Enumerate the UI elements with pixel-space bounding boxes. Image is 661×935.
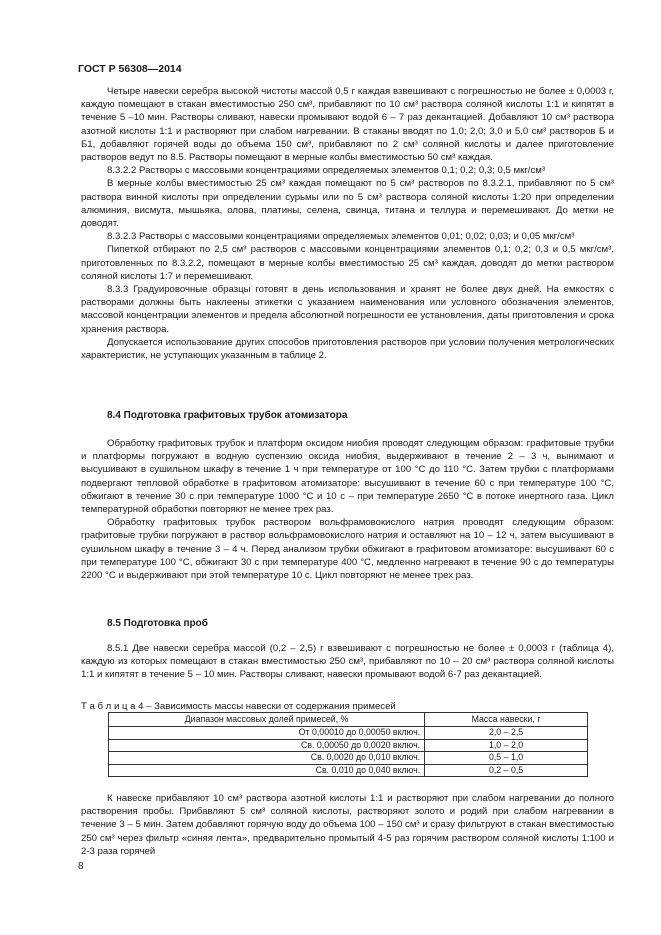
table-row	[109, 739, 588, 752]
paragraph: 8.5.1 Две навески серебра массой (0,2 – 2,5) г взвешивают с погрешностью не более ± 0,0003 г (таблица 4), каждую из которых помещают в стакан вместимостью 250 см³, прибавляют по 10 – 20 см³ раствора соляной кислоты 1:1 и кипятят в течение 5 – 10 мин. Растворы сливают, навески промывают водой 6-7 раз декантацией.	[81, 643, 614, 681]
table-header-row	[109, 713, 588, 727]
paragraph: Обработку графитовых трубок и платформ оксидом ниобия проводят следующим образом: графитовые трубки и платформы погружают в водную суспензию оксида ниобия, выдерживают в течение 2 – 3 ч, вынимают и высушивают в сушильном шкафу в течение 1 ч при температуре от 100 °С до 110 °С. Затем трубки с платформами подвергают тепловой обработке в графитовом атомизаторе: высушивают в течение 60 с при температуре 100 °С, обжигают в течение 30 с при температуре 1000 °С и 10 с – при температуре 2650 °С в потоке инертного газа. Цикл температурной обработки повторяют не менее трех раз.	[81, 438, 614, 516]
table-cell: 0,5 – 1,0	[425, 752, 588, 765]
document-header: ГОСТ Р 56308—2014	[78, 63, 182, 75]
table-cell: 1,0 – 2,0	[425, 739, 588, 752]
table-cell: От 0,00010 до 0,00050 включ.	[109, 727, 425, 740]
table-row	[109, 752, 588, 765]
table-row	[109, 727, 588, 740]
table-header-cell: Диапазон массовых долей примесей, %	[109, 713, 425, 727]
section-851-text	[81, 642, 614, 682]
table-caption: Т а б л и ц а 4 – Зависимость массы навески от содержания примесей	[81, 701, 396, 712]
section-832-text	[81, 85, 614, 362]
section-851-continued	[81, 792, 614, 858]
paragraph: 8.3.2.3 Растворы с массовыми концентрациями определяемых элементов 0,01; 0,02; 0,03; и 0,05 мкг/см³	[107, 231, 575, 243]
paragraph: Четыре навески серебра высокой чистоты массой 0,5 г каждая взвешивают с погрешностью не более ± 0,0003 г, каждую помещают в стакан вместимостью 250 см³, прибавляют по 10 см³ раствора соляной кислоты 1:1 и кипятят в течение 5 –10 мин. Растворы сливают, навески промывают водой 6 – 7 раз декантацией. Добавляют 10 см³ раствора азотной кислоты 1:1 и растворяют при слабом нагревании. В стаканы вводят по 1,0; 2,0; 3,0 и 5,0 см³ растворов Б и Б1, добавляют горячей воды до объема 150 см³, прибавляют по 2 см³ соляной кислоты и далее приготовление растворов ведут по 8.5. Растворы помещают в мерные колбы вместимостью 50 см³ каждая.	[81, 86, 614, 164]
paragraph: К навеске прибавляют 10 см³ раствора азотной кислоты 1:1 и растворяют при слабом нагревании до полного растворения пробы. Прибавляют 5 см³ соляной кислоты, растворяют золото и родий при слабом нагревании в течение 3 – 5 мин. Затем добавляют горячую воду до объема 100 – 150 см³ и сразу фильтруют в стакан вместимостью 250 см³ через фильтр «синяя лента», предварительно промытый 4-5 раз горячим раствором соляной кислоты 1:100 и 2-3 раза горячей	[81, 793, 614, 857]
table-cell: 0,2 – 0,5	[425, 764, 588, 777]
table-4	[108, 712, 588, 777]
table-row	[109, 764, 588, 777]
paragraph: Допускается использование других способов приготовления растворов при условии получения метрологических характеристик, не уступающих указанным в таблице 2.	[81, 336, 614, 362]
heading-8-4: 8.4 Подготовка графитовых трубок атомизатора	[107, 410, 348, 421]
heading-8-5: 8.5 Подготовка проб	[107, 618, 208, 629]
paragraph: Пипеткой отбирают по 2,5 см³ растворов с массовыми концентрациями элементов 0,1; 0,2; 0,3 и 0,5 мкг/см³, приготовленных по 8.3.2.2, помещают в мерные колбы вместимостью 25 см³ каждая, доводят до метки раствором соляной кислоты 1:7 и перемешивают.	[81, 244, 614, 282]
page-number: 8	[78, 861, 84, 872]
table-cell: Св. 0,0020 до 0,010 включ.	[109, 752, 425, 765]
paragraph: В мерные колбы вместимостью 25 см³ каждая помещают по 5 см³ растворов по 8.3.2.1, прибавляют по 5 см³ раствора винной кислоты при определении сурьмы или по 5 см³ раствора соляной кислоты 1:20 при определении алюминия, висмута, мышьяка, олова, платины, селена, свинца, титана и теллура и перемешивают. До метки не доводят.	[81, 178, 614, 230]
paragraph: Обработку графитовых трубок раствором вольфрамовокислого натрия проводят следующим образом: графитовые трубки погружают в раствор вольфрамовокислого натрия и оставляют на 10 – 12 ч, затем высушивают в сушильном шкафу в течение 3 – 4 ч. Перед анализом трубки обжигают в графитовом атомизаторе: высушивают 60 с при температуре 100 °С, обжигают 30 с при температуре 400 °С, медленно нагревают в течение 90 с до температуры 2200 °С и выдерживают при этой температуре 10 с. Цикл повторяют не менее трех раз.	[81, 517, 614, 582]
paragraph: 8.3.2.2 Растворы с массовыми концентрациями определяемых элементов 0,1; 0,2; 0,3; 0,5 мкг/см³	[107, 165, 546, 177]
table-cell: Св. 0,00050 до 0,0020 включ.	[109, 739, 425, 752]
table-header-cell: Масса навески, г	[425, 713, 588, 727]
table-cell: 2,0 – 2,5	[425, 727, 588, 740]
paragraph: 8.3.3 Градуировочные образцы готовят в день использования и хранят не более двух дней. На емкостях с растворами должны быть наклеены этикетки с указанием наименования или условного обозначения элементов, массовой концентрации элементов и предела абсолютной погрешности ее установления, даты приготовления и срока хранения раствора.	[81, 284, 614, 335]
table-cell: Св. 0,010 до 0,040 включ.	[109, 764, 425, 777]
section-84-text	[81, 437, 614, 582]
